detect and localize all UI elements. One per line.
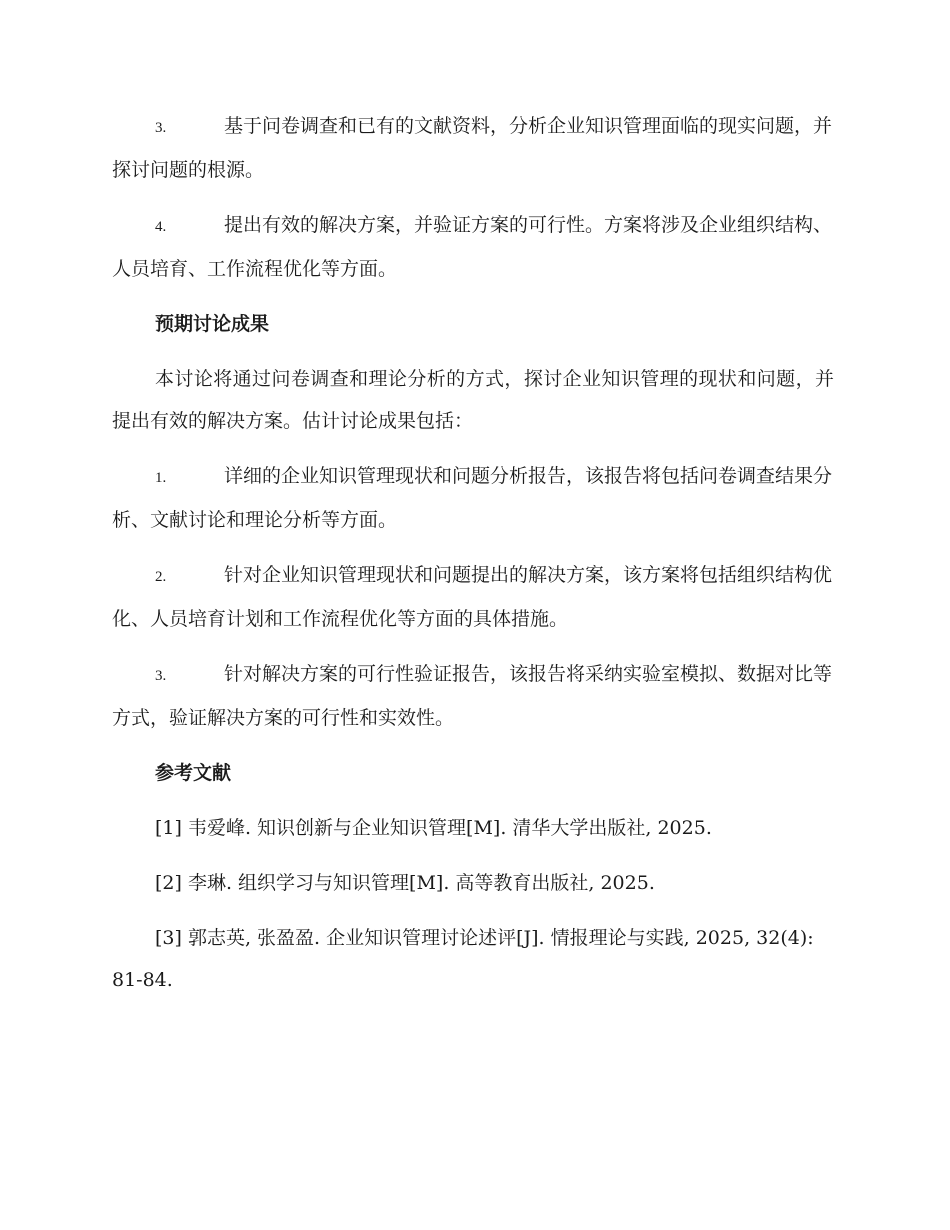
list-item <box>112 455 834 541</box>
list-item-number: 4. <box>155 219 167 235</box>
list-item-text: 基于问卷调查和已有的文献资料，分析企业知识管理面临的现实问题，并探讨问题的根源。 <box>112 115 833 181</box>
section-heading-expected-results: 预期讨论成果 <box>155 313 270 335</box>
list-item <box>112 653 834 739</box>
list-item-number: 3. <box>155 120 167 136</box>
list-item <box>112 105 834 191</box>
list-item-number: 3. <box>155 668 167 684</box>
list-item-text: 针对企业知识管理现状和问题提出的解决方案，该方案将包括组织结构优化、人员培育计划和工作流程优化等方面的具体措施。 <box>112 564 833 630</box>
list-item <box>112 204 834 290</box>
list-item-text: 详细的企业知识管理现状和问题分析报告，该报告将包括问卷调查结果分析、文献讨论和理论分析等方面。 <box>112 465 833 531</box>
list-item-text: 提出有效的解决方案，并验证方案的可行性。方案将涉及企业组织结构、人员培育、工作流程优化等方面。 <box>112 214 833 280</box>
document-body <box>112 105 834 1014</box>
section-intro-paragraph: 本讨论将通过问卷调查和理论分析的方式，探讨企业知识管理的现状和问题，并提出有效的解决方案。估计讨论成果包括： <box>112 368 834 432</box>
list-item-number: 1. <box>155 470 167 486</box>
reference-entry: [2] 李琳. 组织学习与知识管理[M]. 高等教育出版社, 2025. <box>155 872 655 894</box>
list-item-number: 2. <box>155 569 167 585</box>
list-item <box>112 554 834 640</box>
list-item-text: 针对解决方案的可行性验证报告，该报告将采纳实验室模拟、数据对比等方式，验证解决方案的可行性和实效性。 <box>112 663 833 729</box>
reference-entry: [1] 韦爱峰. 知识创新与企业知识管理[M]. 清华大学出版社, 2025. <box>155 817 712 839</box>
section-heading-references: 参考文献 <box>155 762 232 784</box>
reference-entry: [3] 郭志英, 张盈盈. 企业知识管理讨论述评[J]. 情报理论与实践, 2025, 32(4): 81-84. <box>112 927 814 991</box>
